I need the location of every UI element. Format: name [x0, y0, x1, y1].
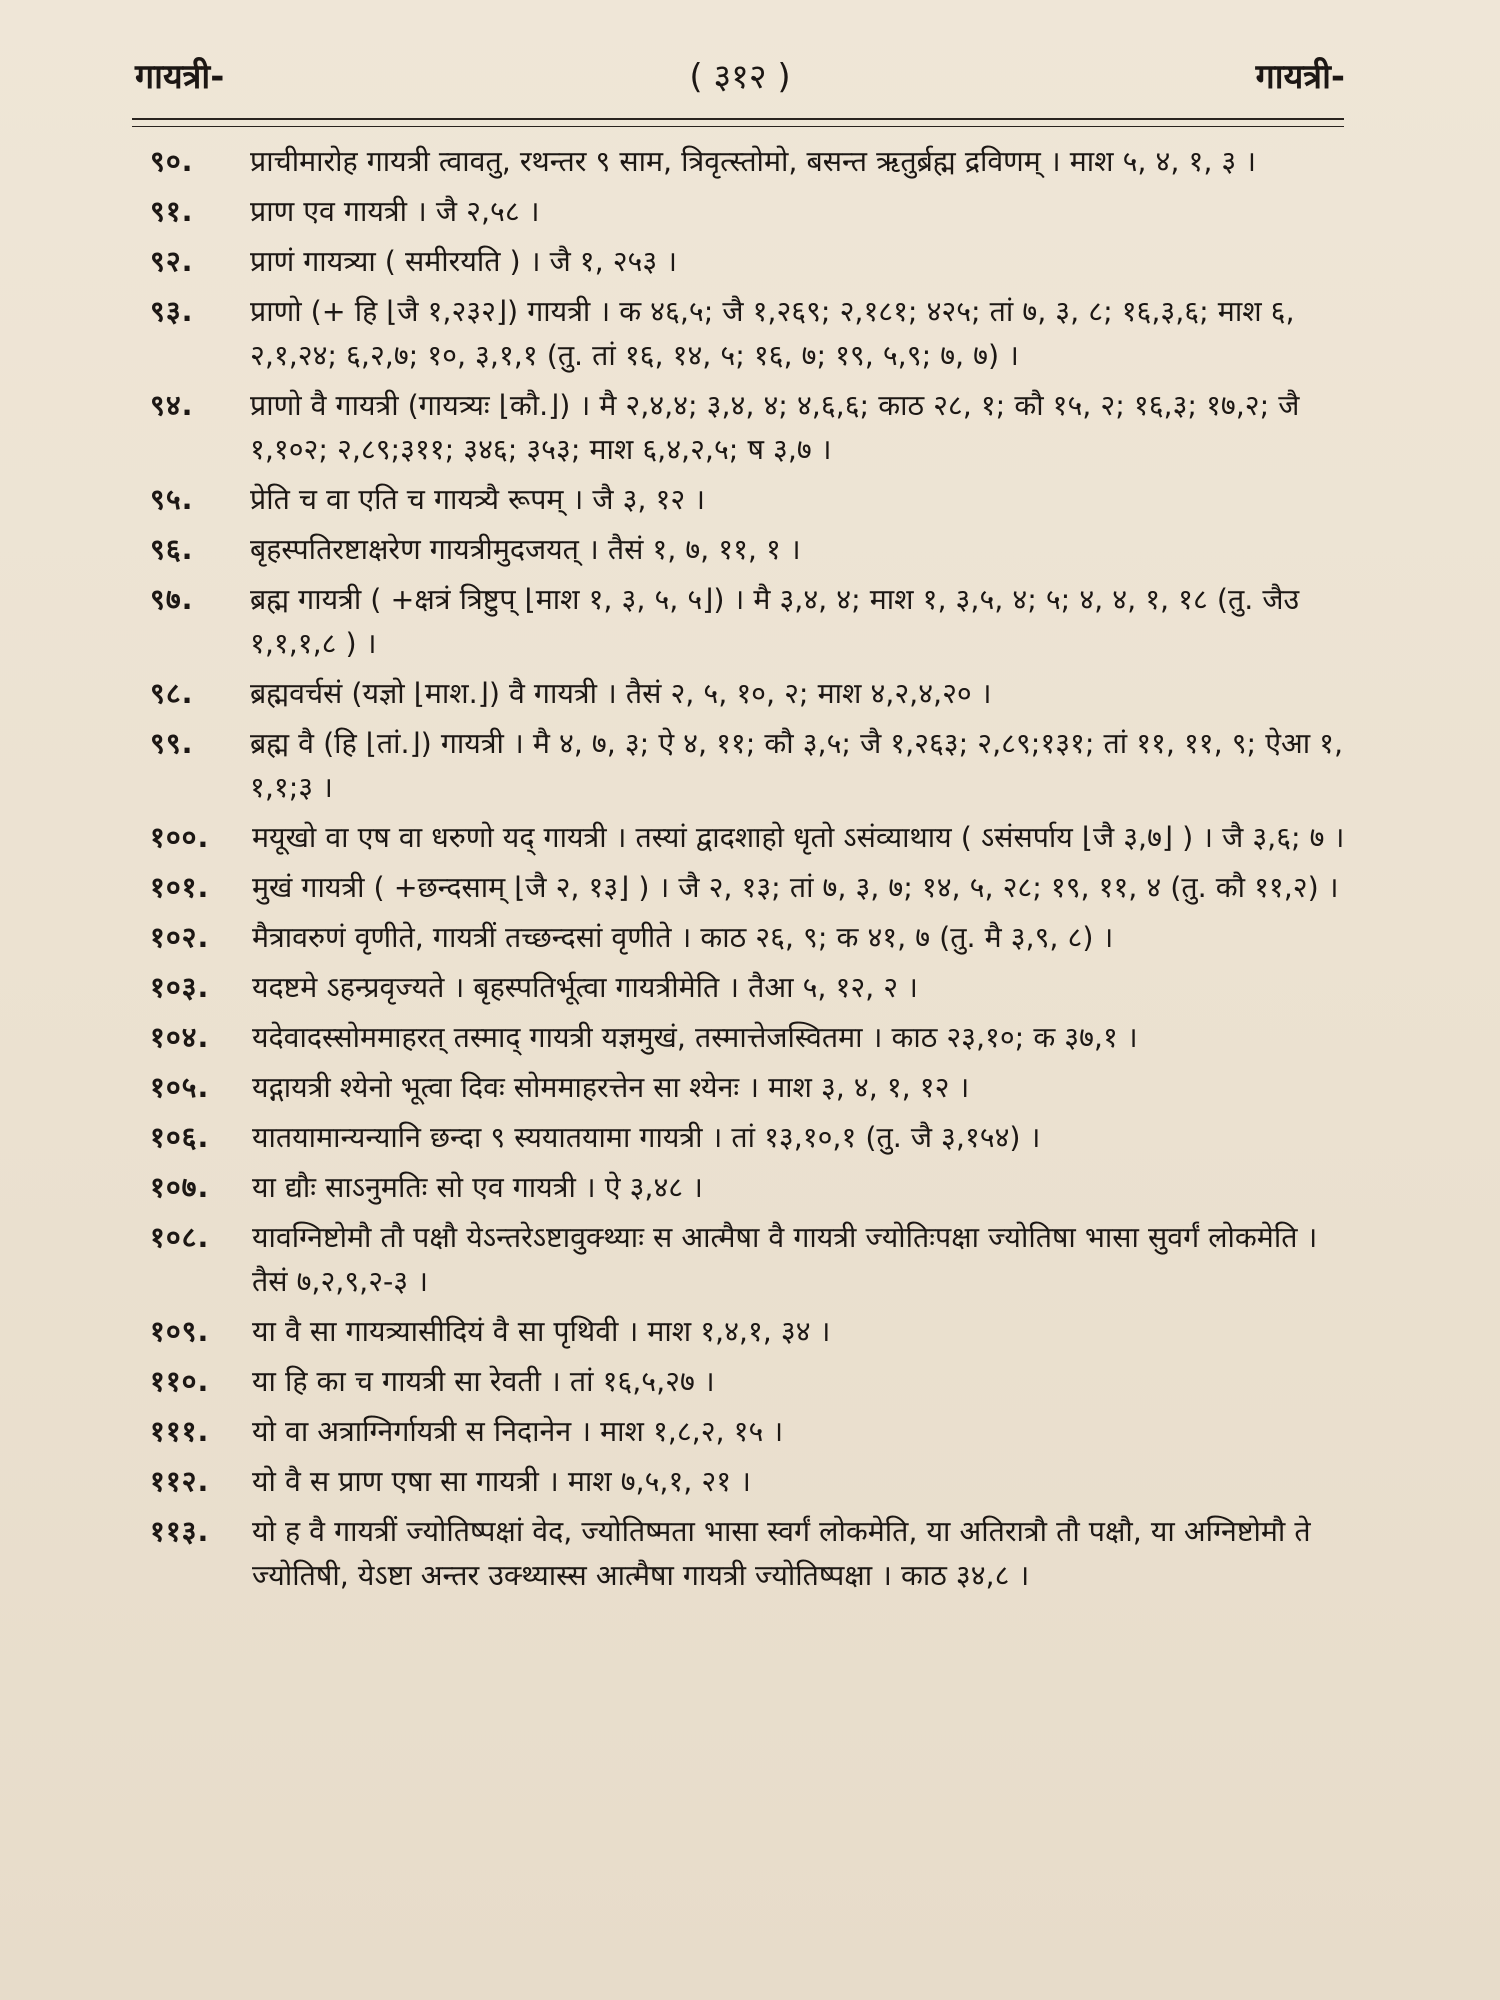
- entry-text: मुखं गायत्री ( +छन्दसाम् ⌊जै २, १३⌋ ) । जै २, १३; तां ७, ३, ७; १४, ५, २८; १९, ११, ४ (तु. कौ ११,२) ।: [252, 871, 1339, 904]
- entry-number: ९८.: [150, 677, 194, 710]
- entry-93: [150, 290, 1350, 378]
- entry-text: प्राचीमारोह गायत्री त्वावतु, रथन्तर ९ साम, त्रिवृत्स्तोमो, बसन्त ऋतुर्ब्रह्म द्रविणम् । माश ५, ४, १, ३ ।: [250, 145, 1257, 178]
- entry-number: ९३.: [150, 295, 194, 328]
- entry-number: ९५.: [150, 483, 194, 516]
- entry-number: १११.: [150, 1415, 210, 1448]
- entry-text: प्राण एव गायत्री । जै २,५८ ।: [250, 195, 540, 228]
- entry-number: १०८.: [150, 1221, 210, 1254]
- entry-text: या वै सा गायत्र्यासीदियं वै सा पृथिवी । माश १,४,१, ३४ ।: [252, 1315, 831, 1348]
- entry-text: ब्रह्म वै (हि ⌊तां.⌋) गायत्री । मै ४, ७, ३; ऐ ४, ११; कौ ३,५; जै १,२६३; २,८९;१३१; तां ११, ११, ९; ऐआ १, १,१;३ ।: [250, 727, 1344, 804]
- entry-text: ब्रह्म गायत्री ( +क्षत्रं त्रिष्टुप् ⌊माश १, ३, ५, ५⌋) । मै ३,४, ४; माश १, ३,५, ४; ५; ४, ४, १, १८ (तु. जैउ १,१,१,८ ) ।: [250, 583, 1300, 660]
- entry-number: ११३.: [150, 1515, 210, 1548]
- entry-text: प्रेति च वा एति च गायत्र्यै रूपम् । जै ३, १२ ।: [250, 483, 706, 516]
- entry-number: १०६.: [150, 1121, 210, 1154]
- entry-number: ९२.: [150, 245, 194, 278]
- entry-text: यदेवादस्सोममाहरत् तस्माद् गायत्री यज्ञमुखं, तस्मात्तेजस्वितमा । काठ २३,१०; क ३७,१ ।: [252, 1021, 1138, 1054]
- entry-100: [150, 816, 1350, 860]
- entry-103: [150, 966, 1350, 1010]
- entry-text: बृहस्पतिरष्टाक्षरेण गायत्रीमुदजयत् । तैसं १, ७, ११, १ ।: [250, 533, 801, 566]
- entry-number: ९९.: [150, 727, 194, 760]
- entry-102: [150, 916, 1350, 960]
- entry-number: १०९.: [150, 1315, 210, 1348]
- entry-92: [150, 240, 1350, 284]
- entry-106: [150, 1116, 1350, 1160]
- entry-text: यद्गायत्री श्येनो भूत्वा दिवः सोममाहरत्तेन सा श्येनः । माश ३, ४, १, १२ ।: [252, 1071, 970, 1104]
- header-right-title: गायत्री-: [1255, 57, 1345, 97]
- entry-104: [150, 1016, 1350, 1060]
- entry-113: [150, 1510, 1350, 1598]
- entry-105: [150, 1066, 1350, 1110]
- entry-text: यो ह वै गायत्रीं ज्योतिष्पक्षां वेद, ज्योतिष्मता भासा स्वर्गं लोकमेति, या अतिरात्रौ तौ पक्षौ, या अग्निष्टोमौ ते ज्योतिषी, येऽष्टा अन्तर उक्थ्यास्स आत्मैषा गायत्री ज्योतिष्पक्षा । काठ ३४,८ ।: [252, 1515, 1311, 1592]
- entry-108: [150, 1216, 1350, 1304]
- entry-number: १०२.: [150, 921, 210, 954]
- entry-text: यो वा अत्राग्निर्गायत्री स निदानेन । माश १,८,२, १५ ।: [252, 1415, 784, 1448]
- entry-text: मैत्रावरुणं वृणीते, गायत्रीं तच्छन्दसां वृणीते । काठ २६, ९; क ४१, ७ (तु. मै ३,९, ८) ।: [252, 921, 1114, 954]
- entry-number: १०७.: [150, 1171, 210, 1204]
- entry-number: ९७.: [150, 583, 194, 616]
- entry-96: [150, 528, 1350, 572]
- entry-number: १०४.: [150, 1021, 210, 1054]
- entry-number: १००.: [150, 821, 210, 854]
- entry-number: १०१.: [150, 871, 210, 904]
- entry-text: या द्यौः साऽनुमतिः सो एव गायत्री । ऐ ३,४८ ।: [252, 1171, 703, 1204]
- entry-number: १०५.: [150, 1071, 210, 1104]
- entry-number: ११०.: [150, 1365, 210, 1398]
- entry-110: [150, 1360, 1350, 1404]
- entry-90: [150, 140, 1350, 184]
- entry-99: [150, 722, 1350, 810]
- entry-98: [150, 672, 1350, 716]
- entry-91: [150, 190, 1350, 234]
- entry-text: या हि का च गायत्री सा रेवती । तां १६,५,२७ ।: [252, 1365, 715, 1398]
- entry-94: [150, 384, 1350, 472]
- page-header: [135, 52, 1345, 112]
- entry-number: ९०.: [150, 145, 194, 178]
- entry-101: [150, 866, 1350, 910]
- entry-97: [150, 578, 1350, 666]
- entry-text: प्राणं गायत्र्या ( समीरयति ) । जै १, २५३ ।: [250, 245, 678, 278]
- page-number: ( ३१२ ): [689, 57, 791, 97]
- entry-text: मयूखो वा एष वा धरुणो यद् गायत्री । तस्यां द्वादशाहो धृतो ऽसंव्याथाय ( ऽसंसर्पाय ⌊जै ३,७⌋ ) । जै ३,६; ७ ।: [252, 821, 1345, 854]
- entry-number: ९६.: [150, 533, 194, 566]
- entry-112: [150, 1460, 1350, 1504]
- entry-number: ९४.: [150, 389, 194, 422]
- header-rule: [132, 118, 1344, 127]
- entry-text: ब्रह्मवर्चसं (यज्ञो ⌊माश.⌋) वै गायत्री । तैसं २, ५, १०, २; माश ४,२,४,२० ।: [250, 677, 992, 710]
- entry-text: प्राणो (+ हि ⌊जै १,२३२⌋) गायत्री । क ४६,५; जै १,२६९; २,१८१; ४२५; तां ७, ३, ८; १६,३,६; माश ६, २,१,२४; ६,२,७; १०, ३,१,१ (तु. तां १६, १४, ५; १६, ७; १९, ५,९; ७, ७) ।: [250, 295, 1295, 372]
- entry-list: [150, 140, 1350, 1604]
- header-left-title: गायत्री-: [135, 57, 225, 97]
- entry-text: यो वै स प्राण एषा सा गायत्री । माश ७,५,१, २१ ।: [252, 1465, 751, 1498]
- entry-text: यावग्निष्टोमौ तौ पक्षौ येऽन्तरेऽष्टावुक्थ्याः स आत्मैषा वै गायत्री ज्योतिःपक्षा ज्योतिषा भासा सुवर्गं लोकमेति । तैसं ७,२,९,२-३ ।: [252, 1221, 1318, 1298]
- entry-number: ९१.: [150, 195, 194, 228]
- entry-number: ११२.: [150, 1465, 210, 1498]
- entry-109: [150, 1310, 1350, 1354]
- entry-text: यातयामान्यन्यानि छन्दा ९ स्ययातयामा गायत्री । तां १३,१०,१ (तु. जै ३,१५४) ।: [252, 1121, 1041, 1154]
- entry-text: यदष्टमे ऽहन्प्रवृज्यते । बृहस्पतिर्भूत्वा गायत्रीमेति । तैआ ५, १२, २ ।: [252, 971, 918, 1004]
- entry-text: प्राणो वै गायत्री (गायत्र्यः ⌊कौ.⌋) । मै २,४,४; ३,४, ४; ४,६,६; काठ २८, १; कौ १५, २; १६,३; १७,२; जै १,१०२; २,८९;३११; ३४६; ३५३; माश ६,४,२,५; ष ३,७ ।: [250, 389, 1300, 466]
- entry-107: [150, 1166, 1350, 1210]
- entry-95: [150, 478, 1350, 522]
- entry-111: [150, 1410, 1350, 1454]
- entry-number: १०३.: [150, 971, 210, 1004]
